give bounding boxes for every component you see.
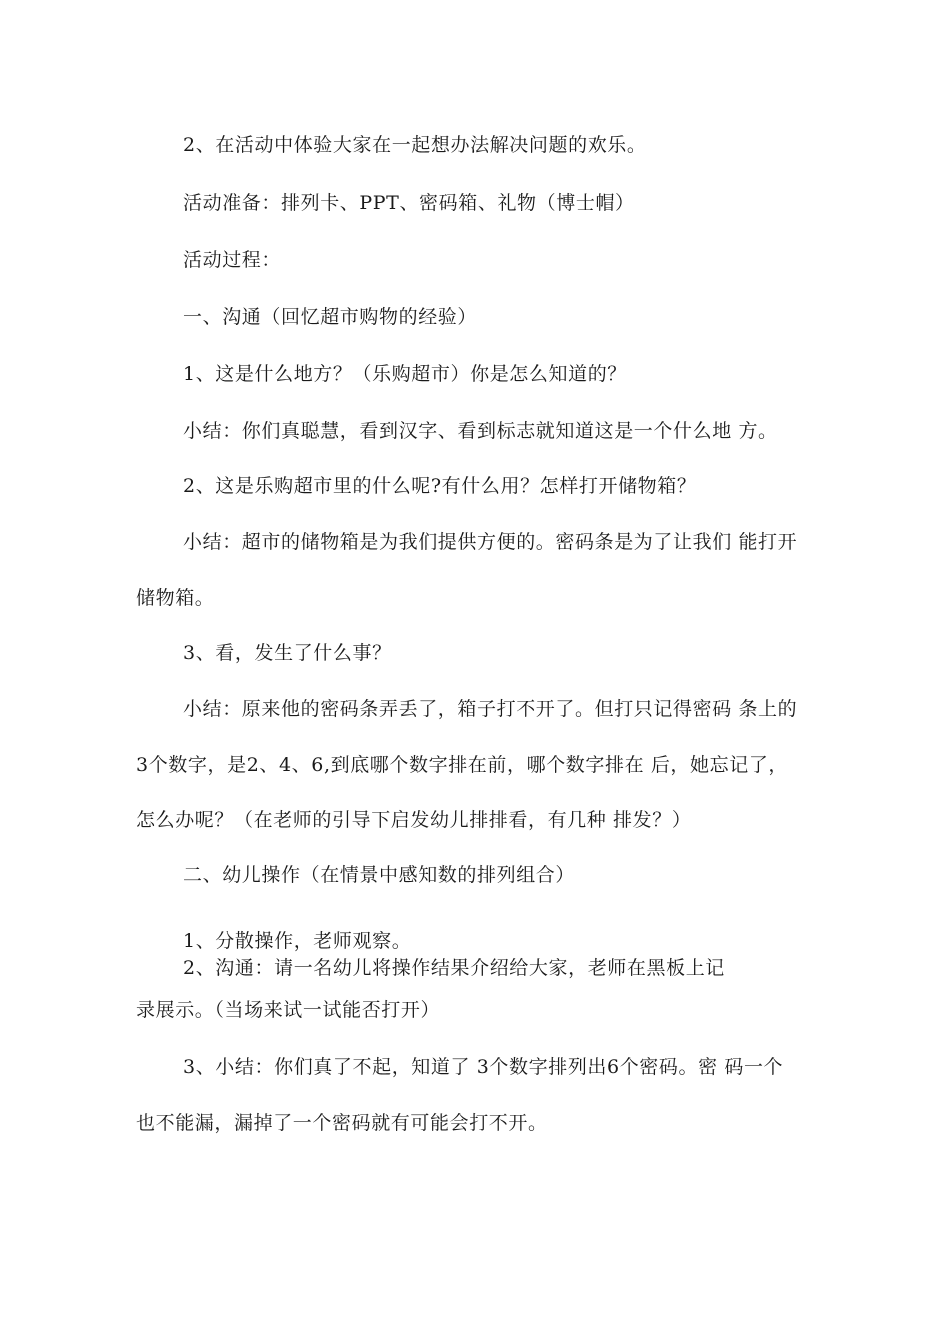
summary-line-3b: 3个数字，是2、4、6,到底哪个数字排在前，哪个数字排在 后，她忘记了，	[136, 754, 789, 776]
question-line-3: 3、看，发生了什么事？	[183, 642, 392, 664]
summary-line-2a: 小结：超市的储物箱是为我们提供方便的。密码条是为了让我们 能打开	[183, 531, 798, 553]
summary-line-3c: 怎么办呢？（在老师的引导下启发幼儿排排看，有几种 排发？）	[136, 809, 692, 831]
operation-line-3a: 3、小结：你们真了不起，知道了 3个数字排列出6个密码。密 码一个	[183, 1056, 784, 1078]
preparation-line: 活动准备：排列卡、PPT、密码箱、礼物（博士帽）	[183, 192, 635, 214]
section-one-heading: 一、沟通（回忆超市购物的经验）	[183, 306, 478, 328]
process-heading: 活动过程：	[183, 249, 282, 271]
summary-line-1: 小结：你们真聪慧，看到汉字、看到标志就知道这是一个什么地 方。	[183, 420, 778, 442]
summary-line-3a: 小结：原来他的密码条弄丢了，箱子打不开了。但打只记得密码 条上的	[183, 698, 798, 720]
section-two-heading: 二、幼儿操作（在情景中感知数的排列组合）	[183, 864, 576, 886]
summary-line-2b: 储物箱。	[136, 587, 215, 609]
operation-line-3b: 也不能漏，漏掉了一个密码就有可能会打不开。	[136, 1112, 548, 1134]
goal-line-2: 2、在活动中体验大家在一起想办法解决问题的欢乐。	[183, 134, 647, 156]
operation-line-2b: 录展示。（当场来试一试能否打开）	[136, 999, 441, 1021]
question-line-2: 2、这是乐购超市里的什么呢?有什么用？怎样打开储物箱？	[183, 475, 697, 497]
operation-line-1: 1、分散操作，老师观察。	[183, 930, 412, 952]
question-line-1: 1、这是什么地方？（乐购超市）你是怎么知道的？	[183, 363, 627, 385]
operation-line-2a: 2、沟通：请一名幼儿将操作结果介绍给大家，老师在黑板上记	[183, 957, 725, 979]
